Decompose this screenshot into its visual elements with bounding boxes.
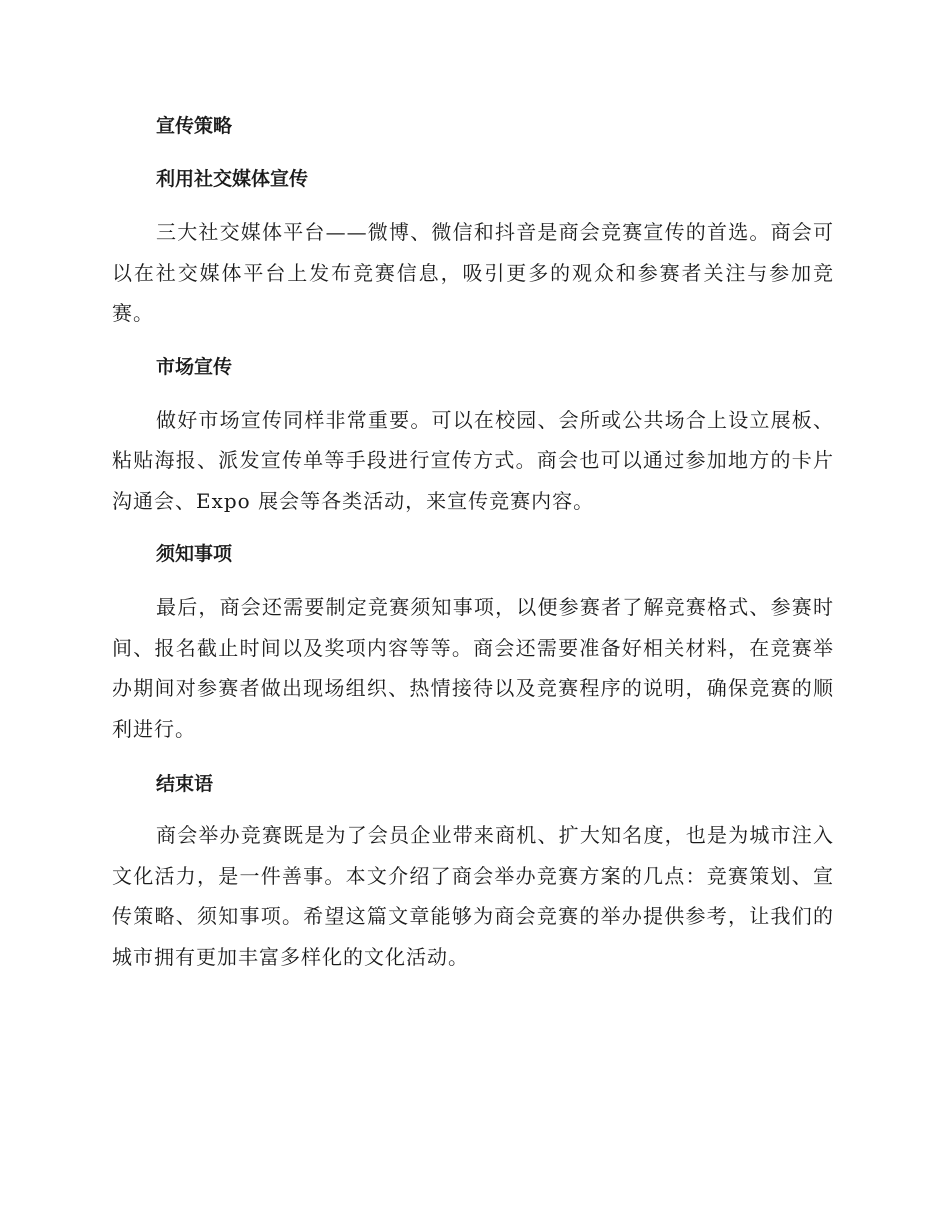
section-heading-conclusion: 结束语: [156, 773, 214, 795]
section-heading-notices: 须知事项: [156, 543, 233, 565]
section-heading-social-media: 利用社交媒体宣传: [156, 168, 309, 190]
paragraph-social-media: 三大社交媒体平台——微博、微信和抖音是商会竞赛宣传的首选。商会可以在社交媒体平台上发布竞赛信息，吸引更多的观众和参赛者关注与参加竞赛。: [112, 220, 834, 325]
section-heading-publicity-strategy: 宣传策略: [156, 115, 233, 137]
paragraph-notices: 最后，商会还需要制定竞赛须知事项，以便参赛者了解竞赛格式、参赛时间、报名截止时间以及奖项内容等等。商会还需要准备好相关材料，在竞赛举办期间对参赛者做出现场组织、热情接待以及竞赛程序的说明，确保竞赛的顺利进行。: [112, 595, 834, 741]
paragraph-conclusion: 商会举办竞赛既是为了会员企业带来商机、扩大知名度，也是为城市注入文化活力，是一件善事。本文介绍了商会举办竞赛方案的几点：竞赛策划、宣传策略、须知事项。希望这篇文章能够为商会竞赛的举办提供参考，让我们的城市拥有更加丰富多样化的文化活动。: [112, 823, 834, 969]
document-page: [112, 104, 834, 977]
paragraph-market-publicity: 做好市场宣传同样非常重要。可以在校园、会所或公共场合上设立展板、粘贴海报、派发宣传单等手段进行宣传方式。商会也可以通过参加地方的卡片沟通会、Expo 展会等各类活动，来宣传竞赛内容。: [112, 407, 834, 513]
section-heading-market-publicity: 市场宣传: [156, 355, 233, 378]
